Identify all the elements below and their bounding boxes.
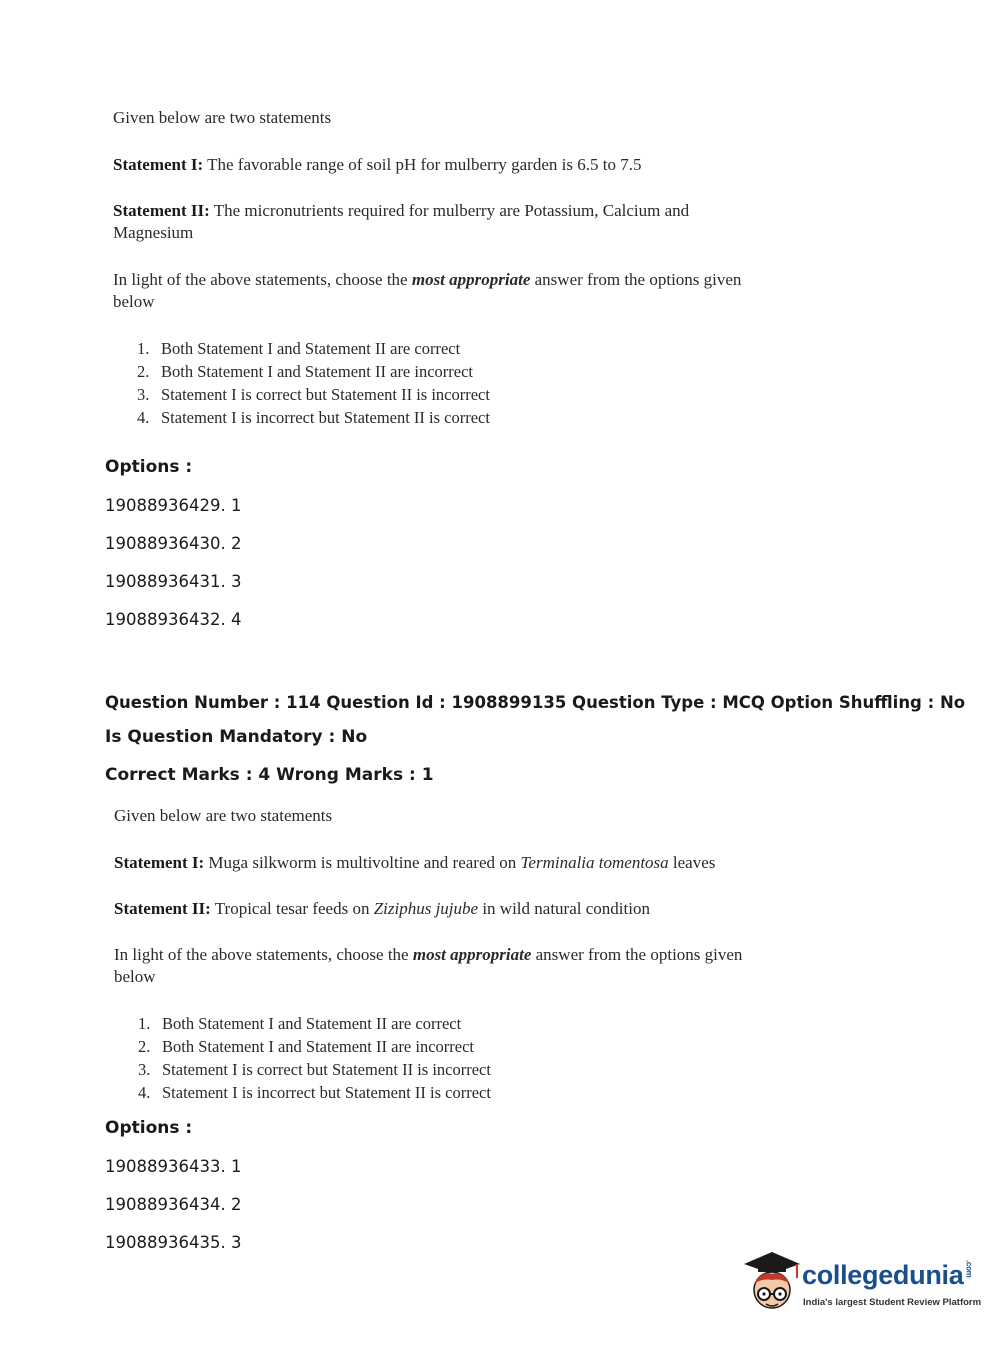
- q2-meta-line-3: Correct Marks : 4 Wrong Marks : 1: [105, 765, 434, 785]
- q1-instruction-cont: below: [113, 292, 155, 311]
- q1-statement-2-text: The micronutrients required for mulberry are Potassium, Calcium and: [213, 201, 690, 220]
- logo-name: collegedunia.com: [802, 1260, 974, 1290]
- q2-statement-1-text: Muga silkworm is multivoltine and reared on: [208, 853, 517, 872]
- list-item: 1. Both Statement I and Statement II are correct: [137, 339, 461, 358]
- q2-instruction: [114, 944, 742, 988]
- list-item: 4. Statement I is incorrect but Statement II is correct: [137, 408, 490, 427]
- q1-statement-1: [113, 154, 641, 176]
- q2-statement-2-text-end: in wild natural condition: [482, 899, 650, 918]
- q1-statement-1-text: The favorable range of soil pH for mulberry garden is 6.5 to 7.5: [207, 155, 642, 174]
- q2-statement-2-species: Ziziphus jujube: [373, 899, 479, 918]
- list-item: 3. Statement I is correct but Statement II is incorrect: [138, 1060, 491, 1079]
- q1-instruction-pre: In light of the above statements, choose the: [113, 270, 408, 289]
- q2-instruction-cont: below: [114, 967, 156, 986]
- q1-choice-list: [137, 337, 490, 429]
- q2-meta-line-1: Question Number : 114 Question Id : 1908899135 Question Type : MCQ Option Shuffling : No: [105, 693, 966, 712]
- list-item: 2. Both Statement I and Statement II are incorrect: [138, 1037, 475, 1056]
- q2-option-3: 19088936435. 3: [105, 1233, 242, 1252]
- q2-instruction-emphasis: most appropriate: [412, 945, 532, 964]
- q1-instruction: [113, 269, 741, 313]
- q1-statement-1-label: Statement I:: [113, 155, 204, 174]
- logo-dotcom: .com: [964, 1260, 974, 1278]
- logo-tagline: India's largest Student Review Platform: [803, 1297, 982, 1308]
- q1-statement-2-label: Statement II:: [113, 201, 210, 220]
- q1-option-4: 19088936432. 4: [105, 610, 242, 629]
- q1-option-2: 19088936430. 2: [105, 534, 242, 553]
- q2-instruction-pre: In light of the above statements, choose the: [114, 945, 409, 964]
- q2-statement-2-label: Statement II:: [114, 899, 211, 918]
- q1-statement-2: [113, 200, 689, 244]
- q2-statement-1-species: Terminalia tomentosa: [520, 853, 669, 872]
- q1-option-1: 19088936429. 1: [105, 496, 242, 515]
- q2-statement-1-text-end: leaves: [672, 853, 716, 872]
- q1-statement-2-text-cont: Magnesium: [113, 223, 194, 242]
- q1-option-3: 19088936431. 3: [105, 572, 242, 591]
- q1-options-heading: Options :: [105, 457, 193, 477]
- q2-option-1: 19088936433. 1: [105, 1157, 242, 1176]
- q2-option-2: 19088936434. 2: [105, 1195, 242, 1214]
- list-item: 2. Both Statement I and Statement II are incorrect: [137, 362, 474, 381]
- list-item: 3. Statement I is correct but Statement II is incorrect: [137, 385, 490, 404]
- q2-statement-1-label: Statement I:: [114, 853, 205, 872]
- q2-statement-2: [114, 898, 650, 920]
- q2-statement-2-text: Tropical tesar feeds on: [214, 899, 370, 918]
- list-item: 4. Statement I is incorrect but Statement II is correct: [138, 1083, 491, 1102]
- q2-intro: Given below are two statements: [114, 806, 333, 825]
- q2-choice-list: [138, 1012, 491, 1104]
- list-item: 1. Both Statement I and Statement II are correct: [138, 1014, 462, 1033]
- mascot-icon: [742, 1250, 802, 1320]
- q2-statement-1: [114, 852, 715, 874]
- q2-instruction-post: answer from the options given: [535, 945, 743, 964]
- collegedunia-logo[interactable]: [742, 1250, 982, 1322]
- q2-options-heading: Options :: [105, 1118, 193, 1138]
- q1-instruction-post: answer from the options given: [534, 270, 742, 289]
- q2-meta-line-2: Is Question Mandatory : No: [105, 727, 368, 747]
- q1-intro: Given below are two statements: [113, 108, 332, 127]
- q1-instruction-emphasis: most appropriate: [411, 270, 531, 289]
